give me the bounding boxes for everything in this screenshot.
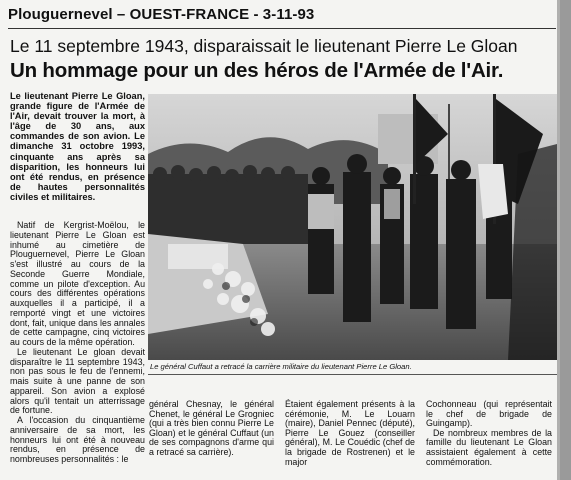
paragraph-death: Le lieutenant Le gloan devait disparaître le 11 septembre 1943, non pas sous le feu de l'ennemi, mais suite à une panne de son appareil. Son avion a explosé alors qu'il tentait un atterrissage de fortune.	[10, 346, 145, 416]
paragraph-family: De nombreux membres de la famille du lieutenant Le Gloan assistaient également à cette commémoration.	[426, 427, 552, 467]
page-edge	[560, 0, 571, 480]
article-column-3: Étaient également présents à la cérémonie, M. Le Louarn (maire), Daniel Pennec (député), Pierre Le Gouez (conseiller général), M. Le Couédic (chef de la brigade de Rostrenen) et le major	[285, 399, 415, 467]
paragraph-origin: Natif de Kergrist-Moëlou, le lieutenant Pierre Le Gloan est inhumé au cimetière de Plouguernevel, Pierre Le Gloan s'est illustré au cours de la Seconde Guerre Mondiale, comme un pilote d'exception. Au cours des différentes opérations auxquelles il a participé, il a remporté vingt et une victoires dont, fait, unique dans les annales de cette campagne, cinq victoires au cours de la même opération.	[10, 220, 145, 347]
article-column-1	[10, 221, 145, 465]
ceremony-photo-illustration	[148, 94, 557, 360]
subheadline: Le 11 septembre 1943, disparaissait le lieutenant Pierre Le Gloan	[10, 36, 518, 56]
newspaper-header: Plouguernevel – OUEST-FRANCE - 3-11-93	[8, 6, 315, 23]
caption-rule	[148, 374, 557, 375]
article-column-4	[426, 400, 552, 467]
ceremony-photo	[148, 94, 557, 360]
lead-paragraph: Le lieutenant Pierre Le Gloan, grande figure de l'Armée de l'Air, devait trouver la mort, à l'âge de 30 ans, aux commandes de son avion. Le dimanche 31 octobre 1993, cinquante ans après sa disparition, les honneurs lui ont été rendus, en présence de hautes personnalités civiles et militaires.	[10, 91, 145, 202]
photo-caption: Le général Cuffaut a retracé la carrière militaire du lieutenant Pierre Le Gloan.	[150, 362, 412, 371]
header-rule	[8, 28, 556, 29]
paragraph-cochonneau: Cochonneau (qui représentait le chef de brigade de Guingamp).	[426, 399, 552, 429]
headline: Un hommage pour un des héros de l'Armée de l'Air.	[10, 59, 504, 82]
paragraph-anniversary: A l'occasion du cinquantième anniversaire de sa mort, les honneurs lui ont été à nouveau rendus, en présence de nombreuses personnalités : le	[10, 415, 145, 464]
article-column-2: général Chesnay, le général Chenet, le général Le Grogniec (qui a très bien connu Pierre Le Gloan) et le général Cuffaut (un de ses compagnons d'arme qui a retracé sa carrière).	[149, 399, 274, 457]
